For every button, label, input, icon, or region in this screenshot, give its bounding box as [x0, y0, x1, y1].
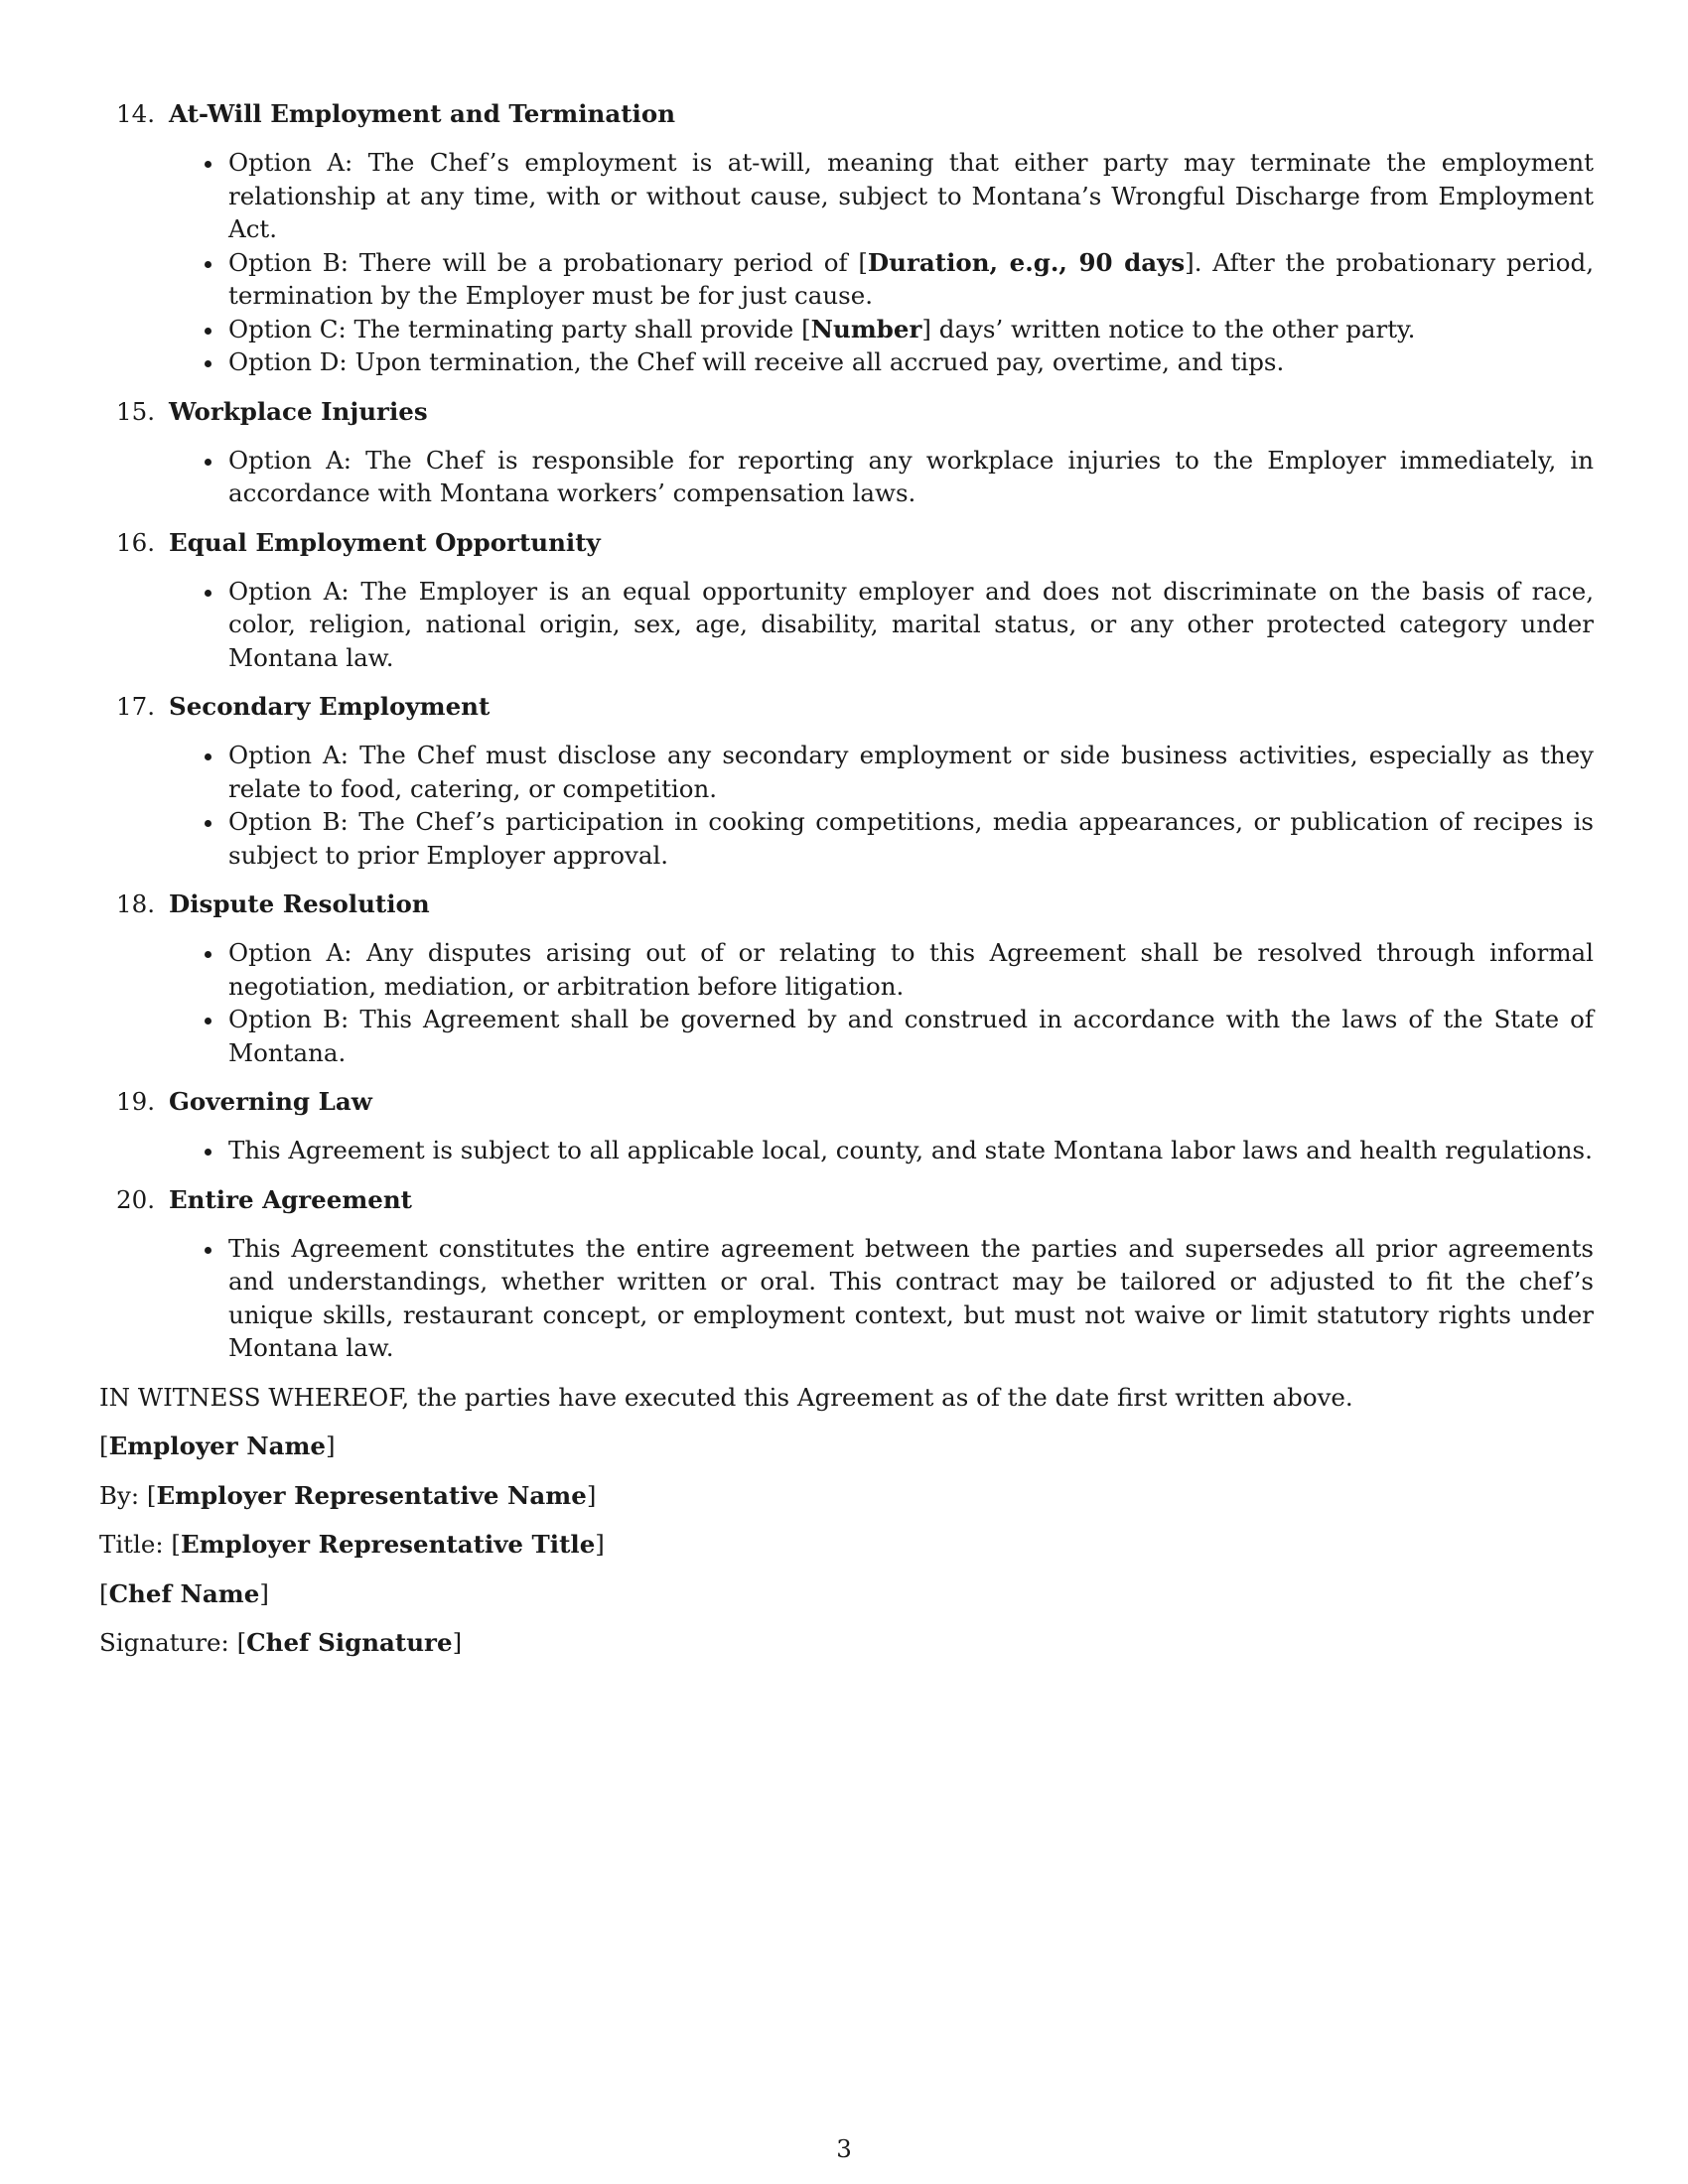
section-heading [99, 1085, 1594, 1118]
section-heading [99, 1183, 1594, 1216]
page-number: 3 [836, 2134, 852, 2163]
employer-representative-title-placeholder: Employer Representative Title [180, 1530, 596, 1559]
list-item: Option A: The Employer is an equal opportunity employer and does not discriminate on the basis of race, color, religion, national origin, sex, age, disability, marital status, or any other protected category under Montana law. [228, 575, 1594, 675]
section-number: 17. [116, 692, 155, 721]
section [99, 887, 1594, 1069]
section [99, 395, 1594, 510]
section-title: At-Will Employment and Termination [169, 99, 676, 128]
witness-statement: IN WITNESS WHEREOF, the parties have executed this Agreement as of the date first written above. [99, 1382, 1353, 1412]
option-list [99, 575, 1594, 675]
section-heading [99, 526, 1594, 559]
option-list [99, 146, 1594, 379]
section-title: Equal Employment Opportunity [169, 527, 601, 557]
option-list [99, 1232, 1594, 1365]
section [99, 97, 1594, 379]
employer-representative-name-placeholder: Employer Representative Name [156, 1480, 587, 1510]
list-item: Option C: The terminating party shall provide [Number] days’ written notice to the other party. [228, 313, 1594, 346]
document-page [99, 97, 1594, 1676]
placeholder-field: Number [810, 314, 922, 343]
list-item: Option B: This Agreement shall be governed by and construed in accordance with the laws of the State of Montana. [228, 1003, 1594, 1069]
section-number: 15. [116, 396, 155, 426]
section-heading [99, 887, 1594, 920]
section [99, 1183, 1594, 1365]
section-title: Entire Agreement [169, 1184, 412, 1214]
option-list [99, 739, 1594, 872]
section-number: 16. [116, 527, 155, 557]
section-title: Secondary Employment [169, 692, 491, 721]
title-line: Title: [Employer Representative Title] [99, 1530, 605, 1559]
by-line: By: [Employer Representative Name] [99, 1480, 597, 1510]
section-number: 14. [116, 99, 155, 128]
option-list [99, 444, 1594, 510]
list-item: Option B: The Chef’s participation in cooking competitions, media appearances, or publication of recipes is subject to prior Employer approval. [228, 805, 1594, 872]
section [99, 1085, 1594, 1167]
list-item: This Agreement constitutes the entire agreement between the parties and supersedes all prior agreements and understandings, whether written or oral. This contract may be tailored or adjusted to fit the chef’s unique skills, restaurant concept, or employment context, but must not waive or limit statutory rights under Montana law. [228, 1232, 1594, 1365]
signature-line: Signature: [Chef Signature] [99, 1628, 463, 1657]
chef-signature-placeholder: Chef Signature [246, 1628, 453, 1657]
section-title: Governing Law [169, 1087, 372, 1116]
section [99, 690, 1594, 872]
section-heading [99, 690, 1594, 723]
option-list [99, 1134, 1594, 1167]
section [99, 526, 1594, 675]
section-number: 20. [116, 1184, 155, 1214]
section-heading [99, 97, 1594, 130]
list-item: Option B: There will be a probationary period of [Duration, e.g., 90 days]. After the probationary period, termination by the Employer must be for just cause. [228, 246, 1594, 313]
employer-name-placeholder: Employer Name [108, 1432, 326, 1460]
list-item: Option A: The Chef must disclose any secondary employment or side business activities, especially as they relate to food, catering, or competition. [228, 739, 1594, 805]
list-item: Option A: Any disputes arising out of or relating to this Agreement shall be resolved through informal negotiation, mediation, or arbitration before litigation. [228, 936, 1594, 1003]
list-item: Option A: The Chef’s employment is at-will, meaning that either party may terminate the employment relationship at any time, with or without cause, subject to Montana’s Wrongful Discharge from Employment Act. [228, 146, 1594, 246]
sections-list [99, 97, 1594, 1365]
list-item: Option D: Upon termination, the Chef will receive all accrued pay, overtime, and tips. [228, 345, 1594, 379]
section-heading [99, 395, 1594, 428]
section-title: Workplace Injuries [169, 396, 428, 426]
chef-name-line: [Chef Name] [99, 1578, 269, 1608]
employer-name-line: [Employer Name] [99, 1432, 336, 1460]
option-list [99, 936, 1594, 1069]
signature-block [99, 1430, 1594, 1660]
placeholder-field: Duration, e.g., 90 days [867, 247, 1186, 277]
section-number: 19. [116, 1087, 155, 1116]
list-item: This Agreement is subject to all applicable local, county, and state Montana labor laws and health regulations. [228, 1134, 1594, 1167]
list-item: Option A: The Chef is responsible for reporting any workplace injuries to the Employer immediately, in accordance with Montana workers’ compensation laws. [228, 444, 1594, 510]
chef-name-placeholder: Chef Name [108, 1578, 260, 1608]
section-number: 18. [116, 889, 155, 918]
section-title: Dispute Resolution [169, 889, 430, 918]
